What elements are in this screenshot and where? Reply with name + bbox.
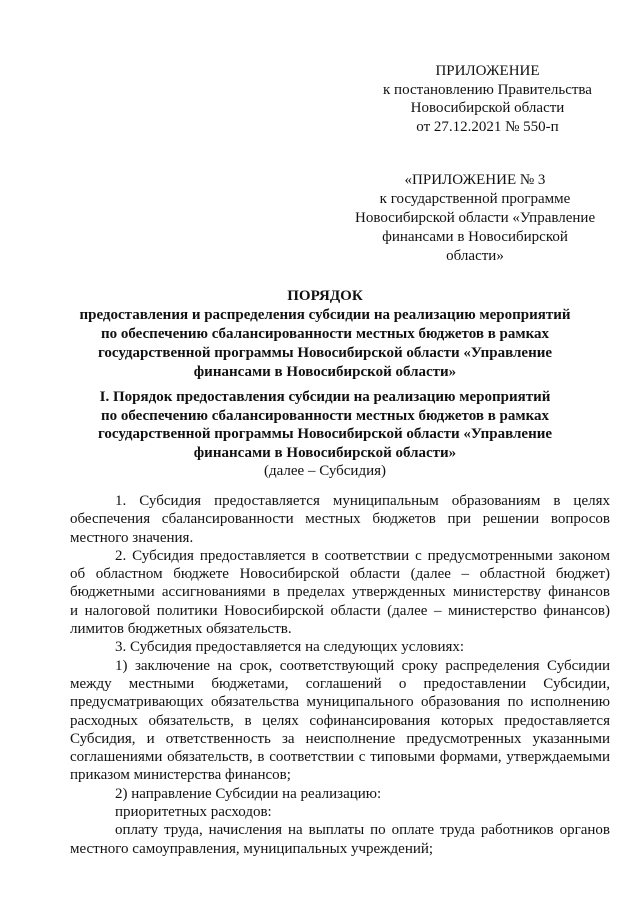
paragraph-line: местного значения. xyxy=(70,529,194,546)
document-title xyxy=(55,287,595,382)
paragraph-line: об областном бюджете Новосибирской области (далее – областной бюджет) xyxy=(70,566,610,583)
appendix-line: Новосибирской области «Управление xyxy=(355,210,596,226)
paragraph-line: 2. Субсидия предоставляется в соответствии с предусмотренными законом xyxy=(115,547,610,564)
section-heading-line: финансами в Новосибирской области» xyxy=(193,444,457,461)
paragraph-2 xyxy=(70,547,610,638)
paragraph-line: 2) направление Субсидии на реализацию: xyxy=(115,785,382,802)
paragraph-6 xyxy=(70,803,610,821)
title-main: ПОРЯДОК xyxy=(287,288,363,304)
paragraph-line: оплату труда, начисления на выплаты по оплате труда работников органов xyxy=(115,822,610,839)
paragraph-line: предусматривающих обязательства муниципального образования по исполнению xyxy=(70,694,610,711)
paragraph-line: и налоговой политики Новосибирской области (далее – министерство финансов) xyxy=(70,602,610,619)
approval-line: Новосибирской области xyxy=(410,100,565,116)
paragraph-line: между местными бюджетами, соглашений о предоставлении Субсидии, xyxy=(70,675,610,692)
section-heading-line: I. Порядок предоставления субсидии на реализацию мероприятий xyxy=(99,389,551,405)
paragraph-line: приказом министерства финансов; xyxy=(70,767,291,784)
approval-line: от 27.12.2021 № 550-п xyxy=(416,118,559,135)
section-heading-line: по обеспечению сбалансированности местных бюджетов в рамках xyxy=(100,407,550,424)
section-heading-note: (далее – Субсидия) xyxy=(263,463,387,480)
title-line: предоставления и распределения субсидии на реализацию мероприятий xyxy=(79,307,571,323)
paragraph-line: бюджетными ассигнованиями в пределах утвержденных министерству финансов xyxy=(70,584,610,601)
paragraph-1 xyxy=(70,492,610,547)
approval-line: к постановлению Правительства xyxy=(383,81,592,98)
paragraph-line: 1. Субсидия предоставляется муниципальным образованиям в целях xyxy=(115,493,610,509)
appendix-stamp xyxy=(355,171,595,266)
approval-stamp xyxy=(365,62,610,136)
section-heading xyxy=(55,388,595,481)
title-line: государственной программы Новосибирской области «Управление xyxy=(97,345,553,361)
paragraph-line: обеспечения сбалансированности местных бюджетов при решении вопросов xyxy=(70,511,610,528)
paragraph-line: Субсидия, и ответственность за неисполнение предусмотренных указанными xyxy=(70,730,610,747)
title-line: финансами в Новосибирской области» xyxy=(193,364,457,380)
title-line: по обеспечению сбалансированности местных бюджетов в рамках xyxy=(100,326,550,342)
document-body xyxy=(70,492,610,858)
paragraph-line: лимитов бюджетных обязательств. xyxy=(70,621,292,638)
paragraph-line: соглашениями обязательств, в соответствии с типовыми формами, утверждаемыми xyxy=(70,749,610,766)
paragraph-line: 3. Субсидия предоставляется на следующих условиях: xyxy=(115,639,465,656)
paragraph-4 xyxy=(70,657,610,785)
appendix-heading: «ПРИЛОЖЕНИЕ № 3 xyxy=(404,172,546,188)
paragraph-3 xyxy=(70,638,610,656)
appendix-line: области» xyxy=(446,248,504,264)
paragraph-line: 1) заключение на срок, соответствующий сроку распределения Субсидии xyxy=(115,657,610,674)
paragraph-line: местного самоуправления, муниципальных учреждений; xyxy=(70,840,434,857)
paragraph-7 xyxy=(70,821,610,858)
section-heading-line: государственной программы Новосибирской области «Управление xyxy=(97,426,553,443)
paragraph-5 xyxy=(70,785,610,803)
paragraph-line: приоритетных расходов: xyxy=(115,804,272,821)
appendix-line: финансами в Новосибирской xyxy=(382,229,568,245)
appendix-line: к государственной программе xyxy=(379,191,571,207)
paragraph-line: расходных обязательств, в целях софинансирования которых предоставляется xyxy=(70,712,610,729)
approval-heading: ПРИЛОЖЕНИЕ xyxy=(435,63,540,79)
